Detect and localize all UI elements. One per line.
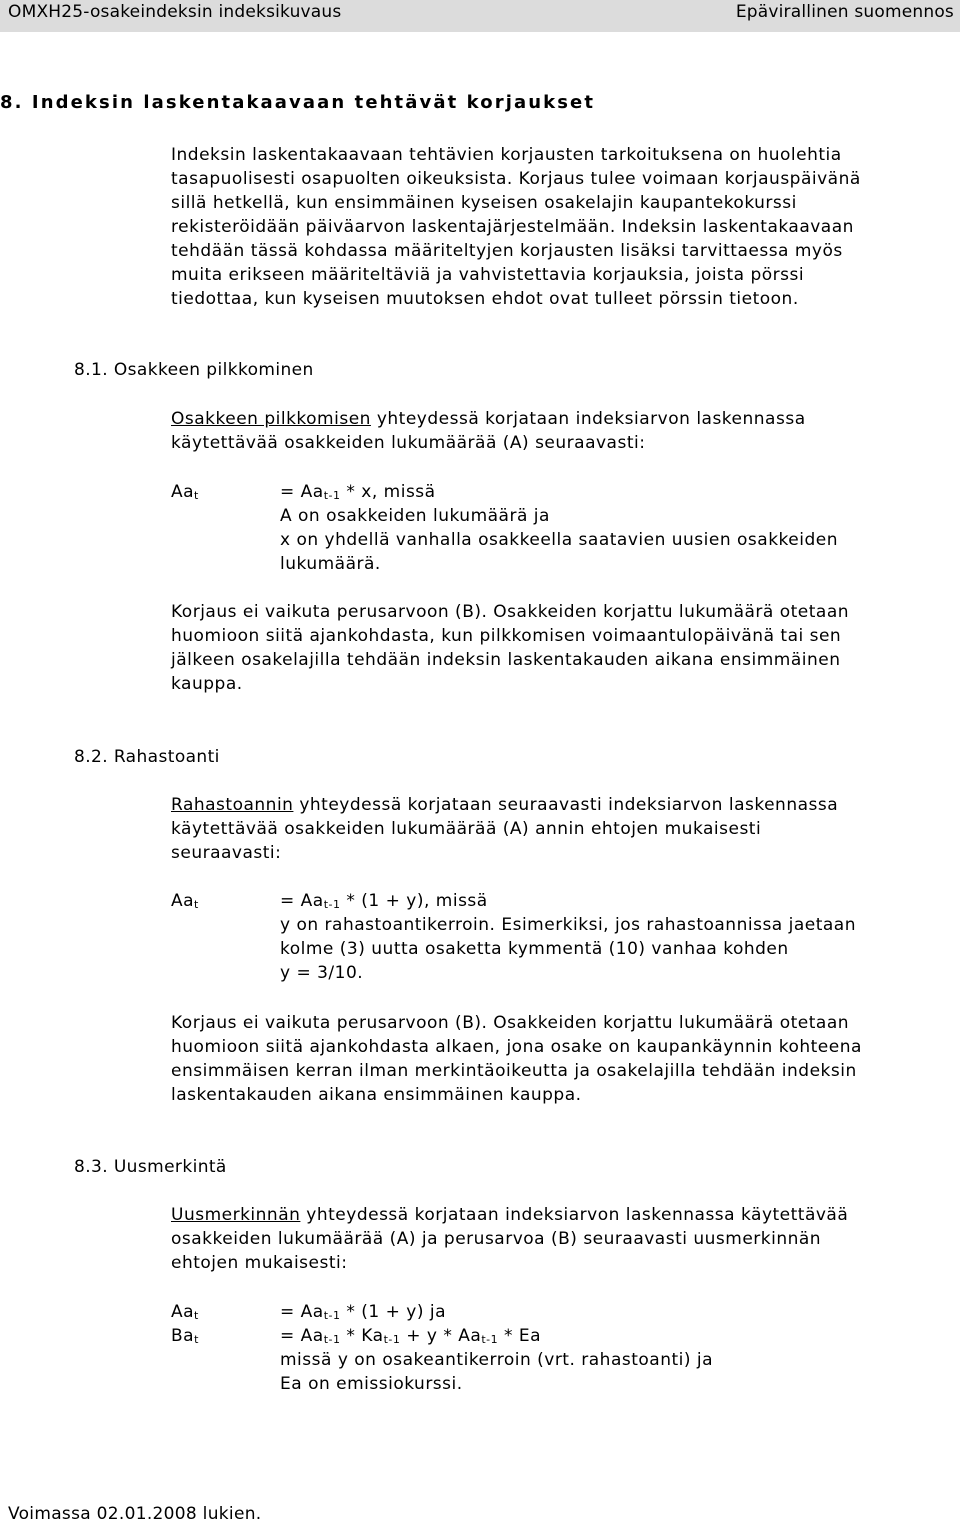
- paragraph-line: seuraavasti:: [171, 843, 282, 863]
- formula-subscript: t-1: [481, 1333, 499, 1346]
- var-subscript: t: [194, 1309, 199, 1322]
- formula-line: [280, 1324, 957, 1348]
- paragraph-line: Korjaus ei vaikuta perusarvoon (B). Osakkeiden korjattu lukumäärä otetaan: [171, 1013, 850, 1033]
- formula-variable: [171, 889, 199, 913]
- line-text: yhteydessä korjataan indeksiarvon laskennassa käytettävää: [300, 1205, 849, 1225]
- definition-line: lukumäärä.: [280, 554, 381, 574]
- intro-line: tehdään tässä kohdassa määriteltyjen korjausten lisäksi tarvittaessa myös: [171, 241, 843, 261]
- translation-note: Epävirallinen suomennos: [735, 2, 954, 22]
- var-name: Aa: [171, 891, 195, 911]
- paragraph-line: huomioon siitä ajankohdasta, kun pilkkomisen voimaantulopäivänä tai sen: [171, 626, 842, 646]
- paragraph-line: osakkeiden lukumäärää (A) ja perusarvoa (B) seuraavasti uusmerkinnän: [171, 1229, 822, 1249]
- footer-validity: Voimassa 02.01.2008 lukien.: [8, 1504, 262, 1524]
- formula-text: = Aa: [280, 1302, 324, 1322]
- formula-line: [280, 889, 957, 913]
- var-subscript: t: [194, 1333, 199, 1346]
- section-8-3-paragraph-1: [171, 1203, 957, 1275]
- formula-subscript: t-1: [323, 489, 341, 502]
- formula-text: * Ea: [498, 1326, 542, 1346]
- section-8-2-heading: 8.2. Rahastoanti: [74, 747, 220, 767]
- definition-line: kolme (3) uutta osaketta kymmentä (10) vanhaa kohden: [280, 939, 789, 959]
- paragraph-line: [171, 407, 957, 431]
- formula-text: * x, missä: [340, 482, 436, 502]
- paragraph-line: huomioon siitä ajankohdasta alkaen, jona osake on kaupankäynnin kohteena: [171, 1037, 862, 1057]
- definition-line: x on yhdellä vanhalla osakkeella saatavien uusien osakkeiden: [280, 530, 838, 550]
- definition-line: Ea on emissiokurssi.: [280, 1374, 463, 1394]
- definition-line: y = 3/10.: [280, 963, 364, 983]
- section-8-2-formula: [280, 889, 957, 985]
- paragraph-line: [171, 1203, 957, 1227]
- paragraph-line: jälkeen osakelajilla tehdään indeksin laskentakauden aikana ensimmäinen: [171, 650, 841, 670]
- section-8-3-formula: [280, 1300, 957, 1396]
- paragraph-line: laskentakauden aikana ensimmäinen kauppa.: [171, 1085, 582, 1105]
- paragraph-line: käytettävää osakkeiden lukumäärää (A) seuraavasti:: [171, 433, 646, 453]
- intro-line: muita erikseen määriteltäviä ja vahvistettavia korjauksia, joista pörssi: [171, 265, 805, 285]
- intro-line: rekisteröidään päiväarvon laskentajärjestelmään. Indeksin laskentakaavaan: [171, 217, 854, 237]
- section-8-1-paragraph-2: [171, 600, 957, 696]
- definition-line: A on osakkeiden lukumäärä ja: [280, 506, 550, 526]
- paragraph-line: Korjaus ei vaikuta perusarvoon (B). Osakkeiden korjattu lukumäärä otetaan: [171, 602, 850, 622]
- formula-subscript: t-1: [323, 898, 341, 911]
- section-8-1-heading: 8.1. Osakkeen pilkkominen: [74, 360, 314, 380]
- paragraph-line: [171, 793, 957, 817]
- formula-line: [280, 1300, 957, 1324]
- formula-text: = Aa: [280, 891, 324, 911]
- paragraph-line: kauppa.: [171, 674, 243, 694]
- formula-subscript: t-1: [383, 1333, 401, 1346]
- formula-text: * (1 + y) ja: [340, 1302, 447, 1322]
- formula-variable: [171, 1300, 199, 1324]
- formula-text: * (1 + y), missä: [340, 891, 488, 911]
- intro-line: Indeksin laskentakaavaan tehtävien korjausten tarkoituksena on huolehtia: [171, 145, 842, 165]
- section-8-title: 8. Indeksin laskentakaavaan tehtävät korjaukset: [0, 92, 596, 113]
- page-header: [0, 0, 960, 32]
- intro-line: sillä hetkellä, kun ensimmäinen kyseisen osakelajin kaupantekokurssi: [171, 193, 797, 213]
- intro-line: tiedottaa, kun kyseisen muutoksen ehdot ovat tulleet pörssin tietoon.: [171, 289, 799, 309]
- definition-line: y on rahastoantikerroin. Esimerkiksi, jos rahastoannissa jaetaan: [280, 915, 856, 935]
- term-underlined: Rahastoannin: [171, 795, 294, 815]
- formula-text: = Aa: [280, 482, 324, 502]
- formula-line: [280, 480, 957, 504]
- section-8-1-paragraph-1: [171, 407, 957, 455]
- formula-text: = Aa: [280, 1326, 324, 1346]
- section-8-2-paragraph-1: [171, 793, 957, 865]
- formula-text: * Ka: [340, 1326, 384, 1346]
- term-underlined: Osakkeen pilkkomisen: [171, 409, 371, 429]
- section-8-1-formula: [280, 480, 957, 576]
- line-text: yhteydessä korjataan indeksiarvon laskennassa: [370, 409, 806, 429]
- formula-subscript: t-1: [323, 1333, 341, 1346]
- document-title: OMXH25-osakeindeksin indeksikuvaus: [8, 2, 342, 22]
- var-name: Aa: [171, 1302, 195, 1322]
- formula-variables: [171, 1300, 199, 1348]
- section-8-3-heading: 8.3. Uusmerkintä: [74, 1157, 227, 1177]
- definition-line: missä y on osakeantikerroin (vrt. rahastoanti) ja: [280, 1350, 714, 1370]
- term-underlined: Uusmerkinnän: [171, 1205, 301, 1225]
- var-name: Aa: [171, 482, 195, 502]
- paragraph-line: ehtojen mukaisesti:: [171, 1253, 348, 1273]
- var-name: Ba: [171, 1326, 195, 1346]
- section-8-2-paragraph-2: [171, 1011, 957, 1107]
- paragraph-line: käytettävää osakkeiden lukumäärää (A) annin ehtojen mukaisesti: [171, 819, 762, 839]
- intro-line: tasapuolisesti osapuolten oikeuksista. Korjaus tulee voimaan korjauspäivänä: [171, 169, 861, 189]
- formula-variable: [171, 480, 199, 504]
- var-subscript: t: [194, 898, 199, 911]
- section-8-intro: [171, 143, 957, 311]
- formula-variable: [171, 1324, 199, 1348]
- formula-subscript: t-1: [323, 1309, 341, 1322]
- paragraph-line: ensimmäisen kerran ilman merkintäoikeutta ja osakelajilla tehdään indeksin: [171, 1061, 857, 1081]
- line-text: yhteydessä korjataan seuraavasti indeksiarvon laskennassa: [293, 795, 839, 815]
- var-subscript: t: [194, 489, 199, 502]
- formula-text: + y * Aa: [400, 1326, 482, 1346]
